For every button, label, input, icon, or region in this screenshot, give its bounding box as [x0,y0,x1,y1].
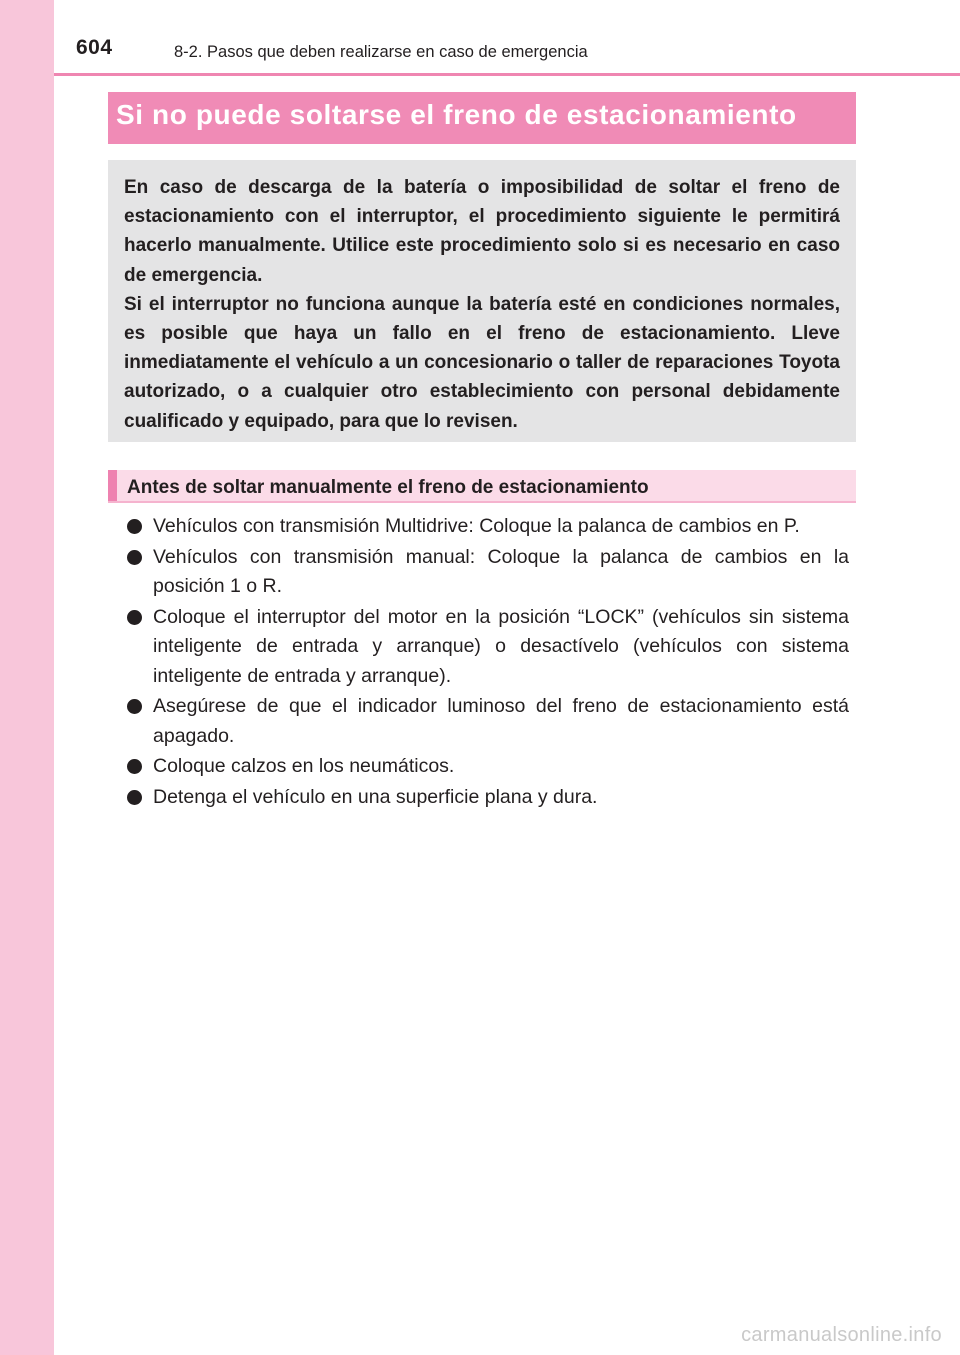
list-item [127,692,849,751]
subsection-title: Antes de soltar manualmente el freno de estacionamiento [127,477,649,498]
bullet-dot-icon [127,699,142,714]
bullet-dot-icon [127,550,142,565]
notice-paragraph: Si el interruptor no funciona aunque la batería esté en condiciones normales, es posible que haya un fallo en el freno de estacionamiento. Lleve inmediatamente el vehículo a un concesionario o taller de reparaciones Toyota autorizado, o a cualquier otro establecimiento con personal debidamente cualificado y equipado, para que lo revisen. [124,293,840,432]
notice-paragraph: En caso de descarga de la batería o imposibilidad de soltar el freno de estacionamiento con el interruptor, el procedimiento siguiente le permitirá hacerlo manualmente. Utilice este procedimiento solo si es necesario en caso de emergencia. [124,177,840,286]
list-item-text: Vehículos con transmisión manual: Coloque la palanca de cambios en la posición 1 o R. [153,545,849,597]
bullet-dot-icon [127,519,142,534]
list-item-text: Detenga el vehículo en una superficie plana y dura. [153,785,598,808]
subsection-accent-bar [108,470,117,501]
list-item [127,783,849,813]
section-title: Si no puede soltarse el freno de estacionamiento [116,99,797,130]
page-number: 604 [76,36,113,59]
header-divider [54,73,960,76]
list-item [127,512,849,542]
bullet-dot-icon [127,790,142,805]
list-item-text: Coloque calzos en los neumáticos. [153,755,455,777]
list-item-text: Asegúrese de que el indicador luminoso del freno de estacionamiento está apagado. [153,695,849,747]
watermark: carmanualsonline.info [741,1324,942,1346]
notice-box [108,160,856,442]
bullet-dot-icon [127,610,142,625]
list-item-text: Coloque el interruptor del motor en la posición “LOCK” (vehículos sin sistema inteligente de entrada y arranque) o desactívelo (vehículos con sistema inteligente de entrada y arranque). [153,605,849,687]
subsection-heading-bar [108,470,856,503]
list-item [127,752,849,782]
list-item-text: Vehículos con transmisión Multidrive: Coloque la palanca de cambios en P. [153,515,800,537]
list-item [127,603,849,692]
list-item [127,543,849,602]
precondition-list [127,512,849,813]
bullet-dot-icon [127,759,142,774]
side-color-band [0,0,54,1355]
chapter-title: 8-2. Pasos que deben realizarse en caso de emergencia [174,43,588,61]
